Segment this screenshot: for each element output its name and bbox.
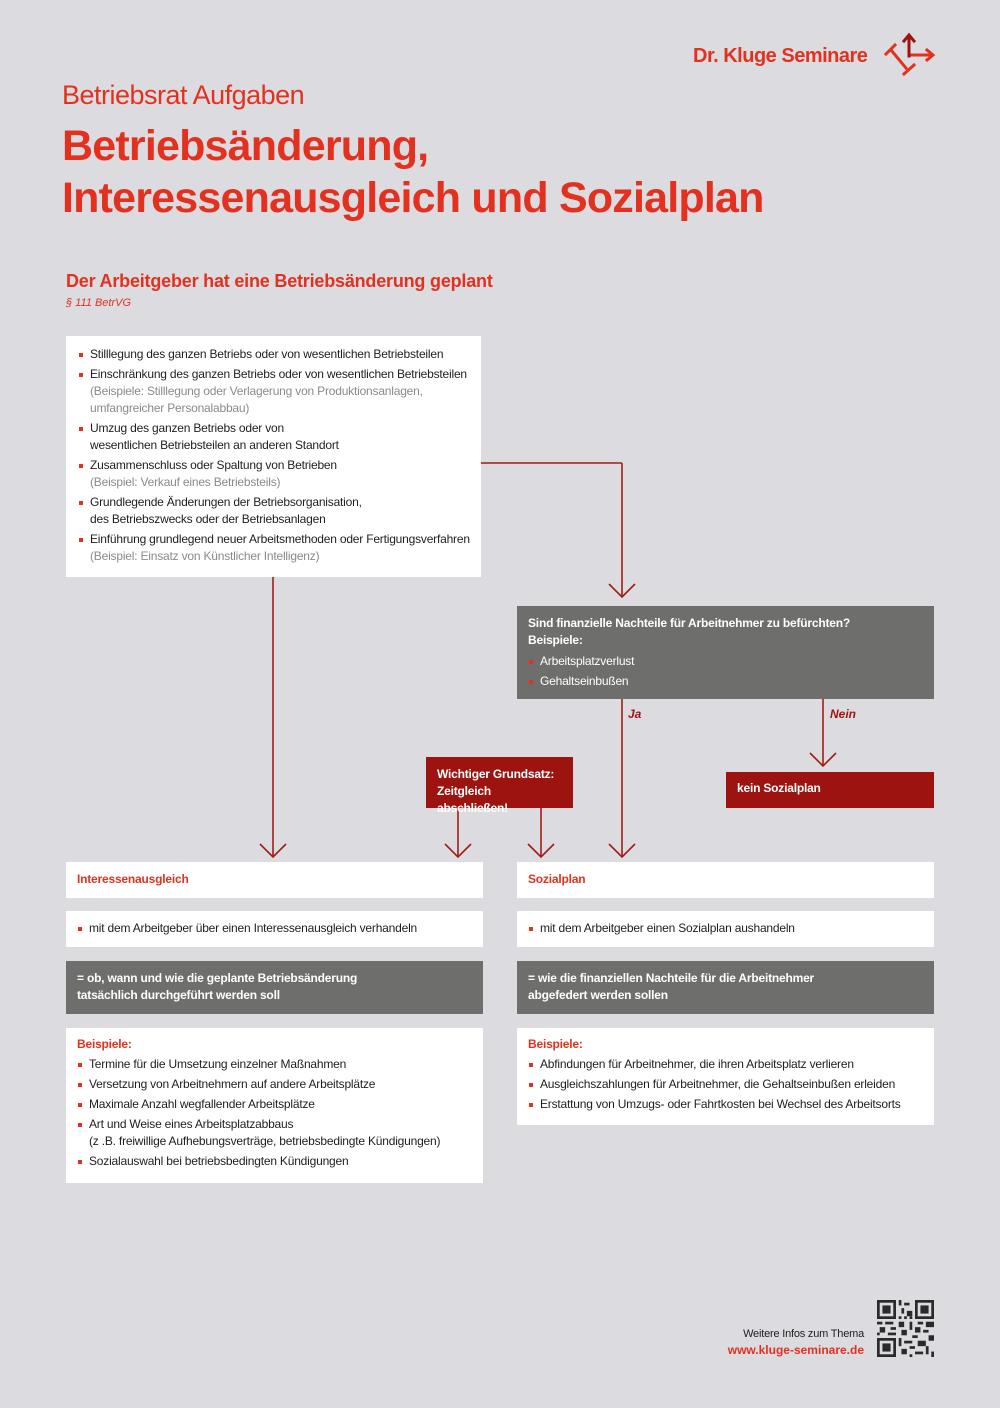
item-text: Einschränkung des ganzen Betriebs oder von wesentlichen Betriebsteilen: [90, 367, 467, 381]
principle-line-1: Wichtiger Grundsatz:: [437, 767, 555, 781]
page-kicker: Betriebsrat Aufgaben: [62, 80, 305, 110]
list-item: Termine für die Umsetzung einzelner Maßnahmen: [77, 1056, 472, 1073]
list-item: Sozialauswahl bei betriebsbedingten Kündigungen: [77, 1153, 472, 1170]
no-label: Nein: [830, 707, 857, 721]
definition-line-2: abgefedert werden sollen: [528, 988, 668, 1002]
question-examples: [528, 653, 923, 690]
list-item: [78, 366, 471, 417]
list-item: [78, 346, 471, 363]
item-text: Stilllegung des ganzen Betriebs oder von wesentlichen Betriebsteilen: [90, 347, 444, 361]
betriebsaenderung-list-box: [66, 336, 481, 577]
item-text: Einführung grundlegend neuer Arbeitsmethoden oder Fertigungsverfahren: [90, 532, 470, 546]
sozialplan-title-box: [517, 862, 934, 898]
sozialplan-definition-box: [517, 961, 934, 1014]
question-box: [517, 606, 934, 699]
principle-box: [426, 757, 573, 815]
interessenausgleich-examples-box: [66, 1028, 483, 1183]
list-item: mit dem Arbeitgeber über einen Interessenausgleich verhandeln: [77, 920, 472, 937]
question-examples-label: Beispiele:: [528, 633, 583, 647]
item-text: Zusammenschluss oder Spaltung von Betrieben: [90, 458, 337, 472]
list-item: Erstattung von Umzugs- oder Fahrtkosten bei Wechsel des Arbeitsorts: [528, 1096, 923, 1113]
list-item: [77, 1116, 472, 1150]
list-item: Maximale Anzahl wegfallender Arbeitsplätze: [77, 1096, 472, 1113]
list-item: [78, 531, 471, 565]
list-item: Versetzung von Arbeitnehmern auf andere Arbeitsplätze: [77, 1076, 472, 1093]
footer-info: Weitere Infos zum Thema: [743, 1328, 864, 1340]
examples-label: Beispiele:: [528, 1037, 583, 1051]
sozialplan-title: Sozialplan: [528, 872, 586, 886]
item-text: Grundlegende Änderungen der Betriebsorganisation, des Betriebszwecks oder der Betriebsanlagen: [90, 495, 362, 526]
qr-code-icon[interactable]: [877, 1300, 934, 1357]
section-title: Der Arbeitgeber hat eine Betriebsänderung geplant: [66, 271, 493, 291]
item-text: Art und Weise eines Arbeitsplatzabbaus: [89, 1117, 294, 1131]
item-continuation: (z .B. freiwillige Aufhebungsverträge, betriebsbedingte Kündigungen): [89, 1134, 441, 1148]
website-link[interactable]: www.kluge-seminare.de: [727, 1343, 864, 1357]
sozialplan-examples-box: [517, 1028, 934, 1125]
list-item: [78, 420, 350, 454]
sozialplan-action-box: [517, 911, 934, 947]
interessenausgleich-title: Interessenausgleich: [77, 872, 189, 886]
item-note: (Beispiel: Verkauf eines Betriebsteils): [90, 475, 281, 489]
item-note: (Beispiele: Stilllegung oder Verlagerung von Produktionsanlagen, umfangreicher Personalabbau): [90, 384, 423, 415]
section-legal-reference: § 111 BetrVG: [66, 297, 132, 309]
question-text: Sind finanzielle Nachteile für Arbeitnehmer zu befürchten?: [528, 616, 851, 630]
brand-name: Dr. Kluge Seminare: [693, 45, 868, 67]
list-item: [78, 494, 370, 528]
no-sozialplan-label: kein Sozialplan: [737, 781, 821, 795]
list-item: Ausgleichszahlungen für Arbeitnehmer, die Gehaltseinbußen erleiden: [528, 1076, 923, 1093]
list-item: Gehaltseinbußen: [528, 673, 923, 690]
item-note: (Beispiel: Einsatz von Künstlicher Intelligenz): [90, 549, 320, 563]
definition-line-1: = ob, wann und wie die geplante Betriebsänderung: [77, 971, 358, 985]
definition-line-2: tatsächlich durchgeführt werden soll: [77, 988, 280, 1002]
list-item: Arbeitsplatzverlust: [528, 653, 923, 670]
principle-line-2: Zeitgleich abschließen!: [437, 784, 508, 815]
list-item: [78, 457, 471, 491]
title-line-1: Betriebsänderung,: [62, 122, 429, 170]
examples-label: Beispiele:: [77, 1037, 132, 1051]
yes-label: Ja: [628, 707, 642, 721]
item-text: Umzug des ganzen Betriebs oder von wesentlichen Betriebsteilen an anderen Standort: [90, 421, 339, 452]
list-item: Abfindungen für Arbeitnehmer, die ihren Arbeitsplatz verlieren: [528, 1056, 923, 1073]
examples-list: [528, 1056, 923, 1113]
interessenausgleich-definition-box: [66, 961, 483, 1014]
examples-list: [77, 1056, 472, 1170]
no-sozialplan-box: [726, 772, 934, 808]
definition-line-1: = wie die finanziellen Nachteile für die Arbeitnehmer: [528, 971, 815, 985]
list-item: mit dem Arbeitgeber einen Sozialplan aushandeln: [528, 920, 923, 937]
interessenausgleich-title-box: [66, 862, 483, 898]
interessenausgleich-action-box: [66, 911, 483, 947]
title-line-2: Interessenausgleich und Sozialplan: [62, 174, 764, 222]
change-list: [78, 346, 471, 565]
